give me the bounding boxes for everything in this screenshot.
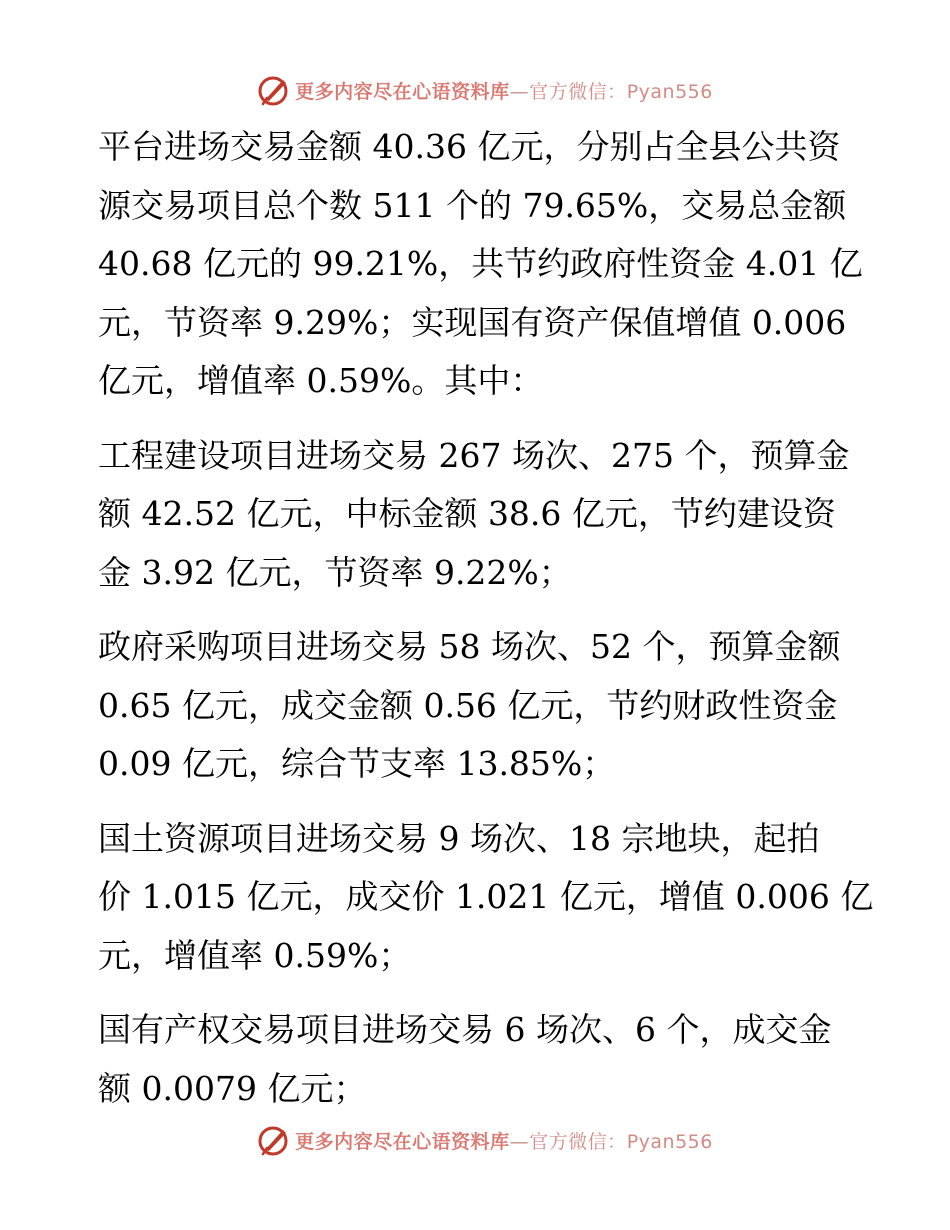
site-name: 更多内容尽在心语资料库 [295,80,510,103]
text-line: 0.09 亿元，综合节支率 13.85%； [98,744,616,783]
text-line: 0.65 亿元，成交金额 0.56 亿元，节约财政性资金 [98,685,838,725]
header-banner [0,70,950,110]
footer-banner [0,1120,950,1160]
paragraph-gap [98,602,858,618]
text-line: 国土资源项目进场交易 9 场次、18 宗地块，起拍 [98,818,820,858]
paragraph-summary [98,118,863,411]
quill-logo-icon [257,1123,291,1157]
text-line: 金 3.92 亿元，节资率 9.22%； [98,552,572,592]
text-line: 额 42.52 亿元，中标金额 38.6 亿元，节约建设资 [98,494,836,533]
quill-logo-icon [257,73,291,107]
paragraph-land [98,810,874,986]
paragraph-procurement [98,618,858,794]
footer-banner-text [295,1127,713,1154]
site-name: 更多内容尽在心语资料库 [295,1130,510,1153]
banner-separator: — [509,1130,530,1153]
paragraph-gap [98,411,858,427]
text-line: 政府采购项目进场交易 58 场次、52 个，预算金额 [98,627,841,666]
footer-banner-content [257,1123,713,1157]
header-banner-content [257,73,713,107]
paragraph-gap [98,985,858,1001]
wechat-label: 官方微信： [529,1130,627,1153]
banner-separator: — [509,80,530,103]
text-line: 40.68 亿元的 99.21%，共节约政府性资金 4.01 亿 [98,244,863,283]
text-line: 元，节资率 9.29%；实现国有资产保值增值 0.006 [98,302,847,342]
text-line: 元，增值率 0.59%； [98,935,412,975]
paragraph-engineering [98,427,858,603]
text-line: 额 0.0079 亿元； [98,1068,367,1108]
wechat-id: Pyan556 [626,1130,713,1153]
wechat-id: Pyan556 [626,80,713,103]
paragraph-property [98,1001,858,1118]
wechat-label: 官方微信： [529,80,627,103]
text-line: 平台进场交易金额 40.36 亿元，分别占全县公共资 [98,127,841,166]
text-line: 亿元，增值率 0.59%。其中： [98,361,544,400]
text-line: 工程建设项目进场交易 267 场次、275 个，预算金 [98,435,850,475]
paragraph-gap [98,794,858,810]
document-body [98,118,874,1118]
header-banner-text [295,77,713,104]
text-line: 价 1.015 亿元，成交价 1.021 亿元，增值 0.006 亿 [98,877,874,916]
text-line: 国有产权交易项目进场交易 6 场次、6 个，成交金 [98,1010,832,1049]
text-line: 源交易项目总个数 511 个的 79.65%，交易总金额 [98,185,847,225]
